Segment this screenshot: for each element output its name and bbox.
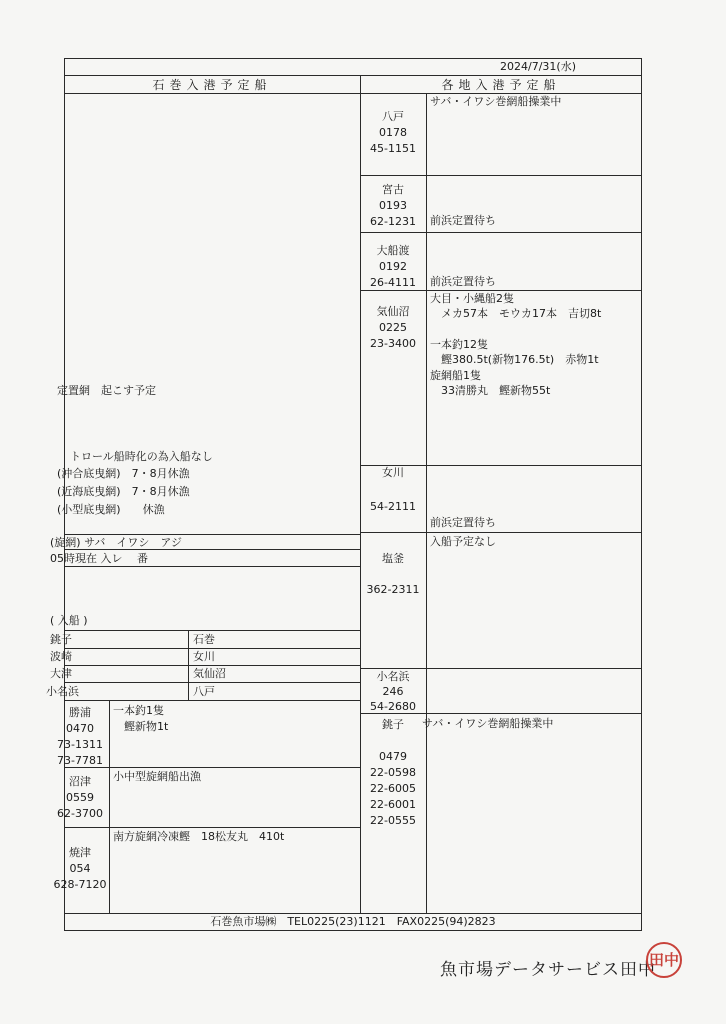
port-tel: 0470	[66, 722, 94, 735]
region-name-kesennuma: 気仙沼	[376, 305, 410, 318]
hanko-seal: 田中	[646, 942, 682, 978]
teichi-text: 定置網 起こす予定	[57, 384, 156, 397]
port-info: 南方旋網冷凍鰹 18松友丸 410t	[113, 830, 285, 843]
signature: 魚市場データサービス田中	[440, 960, 656, 980]
region-info: 前浜定置待ち	[430, 214, 496, 227]
region-tel: 0193	[379, 199, 407, 212]
region-divider	[426, 93, 427, 913]
right-line-1	[360, 175, 642, 176]
left-line-7	[64, 682, 361, 683]
nyusen-divider	[188, 630, 189, 700]
region-info: 33清勝丸 鰹新物55t	[430, 384, 551, 397]
region-tel: 0178	[379, 126, 407, 139]
port-name-numazu: 沼津	[69, 775, 91, 788]
report-date: 2024/7/31(水)	[500, 60, 576, 73]
region-tel: 362-2311	[366, 583, 420, 596]
region-info: 鰹380.5t(新物176.5t) 赤物1t	[430, 353, 599, 366]
date-row-line	[64, 75, 642, 76]
footer-row-line	[64, 913, 642, 914]
trawl-line-3: (小型底曳網) 休漁	[57, 503, 165, 516]
region-info: 大目・小縄船2隻	[430, 292, 514, 305]
makiami-text: (旋網) サバ イワシ アジ	[50, 536, 182, 549]
left-line-5	[64, 648, 361, 649]
region-name-shiogama: 塩釜	[382, 552, 404, 565]
port-tel: 73-1311	[57, 738, 103, 751]
region-info: 前浜定置待ち	[430, 516, 496, 529]
region-info: 入船予定なし	[430, 535, 496, 548]
region-tel: 45-1151	[370, 142, 416, 155]
left-line-6	[64, 665, 361, 666]
region-name-ofunato: 大船渡	[376, 244, 410, 257]
nyusen-to-2: 女川	[193, 650, 215, 663]
region-tel: 0192	[379, 260, 407, 273]
port-name-katsuura: 勝浦	[69, 706, 91, 719]
port-name-yaizu: 焼津	[69, 846, 91, 859]
region-tel: 0225	[379, 321, 407, 334]
nyusen-to-3: 気仙沼	[193, 667, 226, 680]
region-name-onahama: 小名浜	[376, 670, 410, 683]
port-tel: 73-7781	[57, 754, 103, 767]
region-tel: 22-6001	[370, 798, 416, 811]
region-tel: 22-0598	[370, 766, 416, 779]
header-row-line	[64, 93, 642, 94]
region-info: サバ・イワシ巻網船操業中	[422, 717, 554, 730]
ishinomaki-header: 石巻入港予定船	[152, 78, 272, 92]
region-tel: 62-1231	[370, 215, 416, 228]
nyusen-from-4: 小名浜	[46, 685, 79, 698]
region-name-onagawa: 女川	[382, 466, 404, 479]
right-line-3	[360, 290, 642, 291]
status-text: 05時現在 入レ 番	[50, 552, 148, 565]
trawl-line-2: (近海底曳網) 7・8月休漁	[57, 485, 190, 498]
nyusen-from-1: 銚子	[50, 633, 72, 646]
region-tel: 0479	[379, 750, 407, 763]
port-info: 一本釣1隻	[113, 704, 164, 717]
port-tel: 0559	[66, 791, 94, 804]
right-line-6	[360, 668, 642, 669]
port-tel: 054	[69, 862, 91, 875]
left-line-1	[64, 534, 361, 535]
nyusen-label: ( 入船 )	[50, 614, 88, 627]
left-line-3	[64, 566, 361, 567]
region-info: 前浜定置待ち	[430, 275, 496, 288]
region-info: メカ57本 モウカ17本 吉切8t	[430, 307, 602, 320]
region-info: サバ・イワシ巻網船操業中	[430, 95, 562, 108]
region-tel: 54-2111	[370, 500, 416, 513]
port-info: 小中型旋網船出漁	[113, 770, 201, 783]
footer-contact: 石巻魚市場㈱ TEL0225(23)1121 FAX0225(94)2823	[210, 915, 496, 928]
region-tel: 246	[382, 685, 404, 698]
region-name-hachinohe: 八戸	[382, 110, 404, 123]
region-tel: 26-4111	[370, 276, 416, 289]
region-name-choshi: 銚子	[382, 718, 404, 731]
region-tel: 22-6005	[370, 782, 416, 795]
region-tel: 22-0555	[370, 814, 416, 827]
region-info: 旋網船1隻	[430, 369, 481, 382]
region-info: 一本釣12隻	[430, 338, 488, 351]
nyusen-to-4: 八戸	[193, 685, 215, 698]
nyusen-to-1: 石巻	[193, 633, 215, 646]
region-name-miyako: 宮古	[382, 183, 404, 196]
region-tel: 23-3400	[370, 337, 416, 350]
frame-bottom	[64, 930, 642, 931]
left-line-4	[64, 630, 361, 631]
trawl-line-1: (沖合底曳網) 7・8月休漁	[57, 467, 190, 480]
port-info: 鰹新物1t	[113, 720, 169, 733]
nyusen-from-2: 波崎	[50, 650, 72, 663]
regions-header: 各地入港予定船	[441, 78, 561, 92]
right-line-5	[360, 532, 642, 533]
trawl-title: トロール船時化の為入船なし	[70, 450, 213, 463]
frame-top	[64, 58, 642, 59]
right-line-2	[360, 232, 642, 233]
port-tel: 628-7120	[53, 878, 107, 891]
frame-right	[641, 58, 642, 931]
port-tel: 62-3700	[57, 807, 103, 820]
nyusen-from-3: 大津	[50, 667, 72, 680]
region-tel: 54-2680	[370, 700, 416, 713]
